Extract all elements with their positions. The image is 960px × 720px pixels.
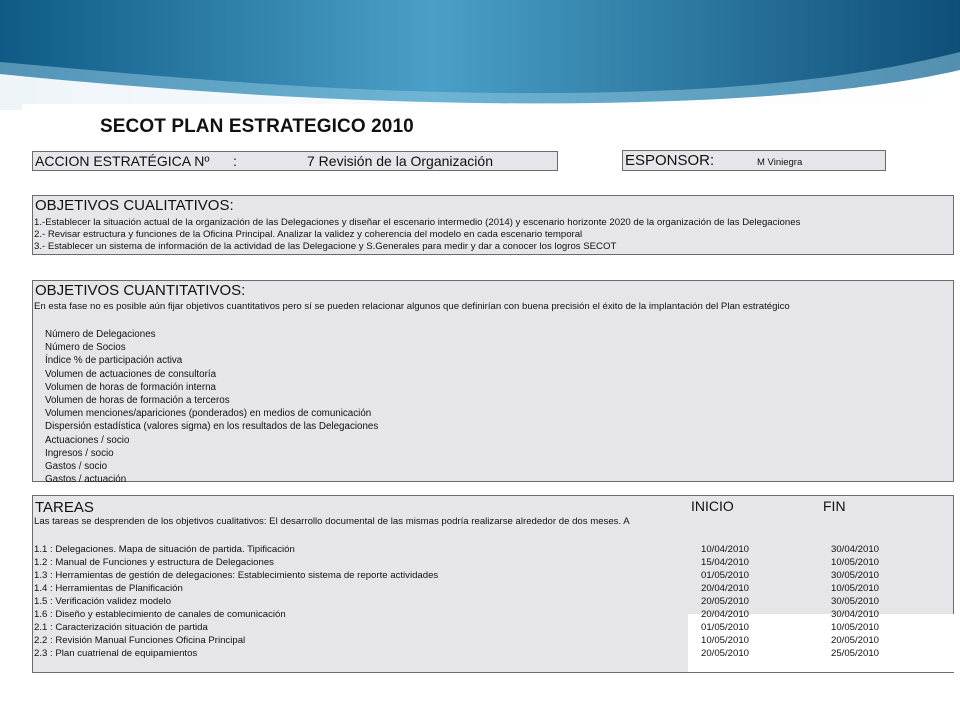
cualitativo-line: 3.- Establecer un sistema de información de la actividad de las Delegacione y S.Generales para medir y dar a conocer los logros SECOT xyxy=(34,241,617,253)
indicator-item: Volumen de actuaciones de consultoría xyxy=(45,368,217,380)
indicator-item: Gastos / actuación xyxy=(45,474,127,486)
inicio-column-header: INICIO xyxy=(691,498,734,514)
cualitativo-line: 1.-Establecer la situación actual de la organización de las Delegaciones y diseñar el escenario intermedio (2014) y escenario horizonte 2020 de la organización de las Delegaciones xyxy=(34,217,801,228)
tareas-heading: TAREAS xyxy=(35,499,94,516)
task-row xyxy=(33,609,955,622)
task-end-date: 10/05/2010 xyxy=(831,622,880,633)
task-name: 2.1 : Caracterización situación de partida xyxy=(34,622,208,633)
task-start-date: 01/05/2010 xyxy=(701,570,750,581)
cualitativo-line: 2.- Revisar estructura y funciones de la Oficina Principal. Analizar la validez y coherencia del modelo en cada escenario temporal xyxy=(34,229,583,241)
header-banner xyxy=(0,0,960,110)
indicator-item: Dispersión estadística (valores sigma) en los resultados de las Delegaciones xyxy=(45,421,379,433)
task-name: 1.1 : Delegaciones. Mapa de situación de partida. Tipificación xyxy=(34,544,295,555)
strategic-plan-sheet xyxy=(22,104,960,678)
indicator-item: Volumen menciones/apariciones (ponderados) en medios de comunicación xyxy=(45,408,372,420)
task-name: 1.3 : Herramientas de gestión de delegaciones: Establecimiento sistema de reporte actividades xyxy=(34,570,439,581)
task-end-date: 10/05/2010 xyxy=(831,557,880,568)
task-row xyxy=(33,596,955,609)
accion-label: ACCION ESTRATÉGICA Nº xyxy=(35,153,210,169)
cualitativos-list xyxy=(34,217,800,254)
cuantitativos-heading: OBJETIVOS CUANTITATIVOS: xyxy=(35,282,246,299)
banner-wave-graphic xyxy=(0,0,960,110)
task-start-date: 20/04/2010 xyxy=(701,609,750,620)
task-name: 2.2 : Revisión Manual Funciones Oficina Principal xyxy=(34,635,246,646)
task-name: 2.3 : Plan cuatrienal de equipamientos xyxy=(34,648,198,659)
indicator-item: Volumen de horas de formación interna xyxy=(45,381,217,393)
indicator-item: Número de Socios xyxy=(45,342,126,354)
accion-estrategica-box xyxy=(32,151,558,171)
esponsor-value: M Viniegra xyxy=(757,157,803,168)
cualitativos-heading: OBJETIVOS CUALITATIVOS: xyxy=(35,197,234,214)
fin-column-header: FIN xyxy=(823,498,846,514)
indicator-item: Actuaciones / socio xyxy=(45,434,130,446)
tareas-box xyxy=(32,495,954,673)
document-title: SECOT PLAN ESTRATEGICO 2010 xyxy=(100,116,414,137)
tareas-intro: Las tareas se desprenden de los objetivos cualitativos: El desarrollo documental de las mismas podría realizarse alrededor de dos meses. A xyxy=(34,516,630,527)
indicator-item: Ingresos / socio xyxy=(45,447,114,459)
task-end-date: 30/04/2010 xyxy=(831,609,880,620)
task-name: 1.6 : Diseño y establecimiento de canales de comunicación xyxy=(34,609,286,620)
task-name: 1.2 : Manual de Funciones y estructura de Delegaciones xyxy=(34,557,274,568)
task-end-date: 30/05/2010 xyxy=(831,570,880,581)
task-start-date: 20/05/2010 xyxy=(701,648,750,659)
task-end-date: 20/05/2010 xyxy=(831,635,880,646)
indicator-item: Volumen de horas de formación a terceros xyxy=(45,395,230,407)
task-row xyxy=(33,622,955,635)
task-row xyxy=(33,648,955,661)
task-row xyxy=(33,544,955,557)
task-end-date: 30/04/2010 xyxy=(831,544,880,555)
task-end-date: 10/05/2010 xyxy=(831,583,880,594)
esponsor-label: ESPONSOR: xyxy=(625,152,715,169)
task-start-date: 20/04/2010 xyxy=(701,583,750,594)
indicator-item: Gastos / socio xyxy=(45,461,108,473)
task-start-date: 01/05/2010 xyxy=(701,622,750,633)
indicator-list xyxy=(45,328,378,486)
accion-colon: : xyxy=(233,153,237,169)
task-start-date: 20/05/2010 xyxy=(701,596,750,607)
task-row xyxy=(33,557,955,570)
task-row xyxy=(33,583,955,596)
task-start-date: 10/04/2010 xyxy=(701,544,750,555)
accion-value: 7 Revisión de la Organización xyxy=(307,153,493,169)
task-end-date: 25/05/2010 xyxy=(831,648,880,659)
task-start-date: 15/04/2010 xyxy=(701,557,750,568)
objetivos-cuantitativos-box xyxy=(32,280,954,486)
task-start-date: 10/05/2010 xyxy=(701,635,750,646)
indicator-item: Número de Delegaciones xyxy=(45,329,156,340)
task-name: 1.5 : Verificación validez modelo xyxy=(34,596,172,607)
task-name: 1.4 : Herramientas de Planificación xyxy=(34,583,183,594)
task-end-date: 30/05/2010 xyxy=(831,596,880,607)
indicator-item: Índice % de participación activa xyxy=(45,355,183,367)
esponsor-box xyxy=(622,150,886,171)
objetivos-cualitativos-box xyxy=(32,195,954,255)
cuantitativos-intro: En esta fase no es posible aún fijar objetivos cuantitativos pero sí se pueden relacionar algunos que definirían con buena precisión el éxito de la implantación del Plan estratégico xyxy=(34,301,790,312)
task-table xyxy=(33,544,955,661)
task-row xyxy=(33,635,955,648)
task-row xyxy=(33,570,955,583)
